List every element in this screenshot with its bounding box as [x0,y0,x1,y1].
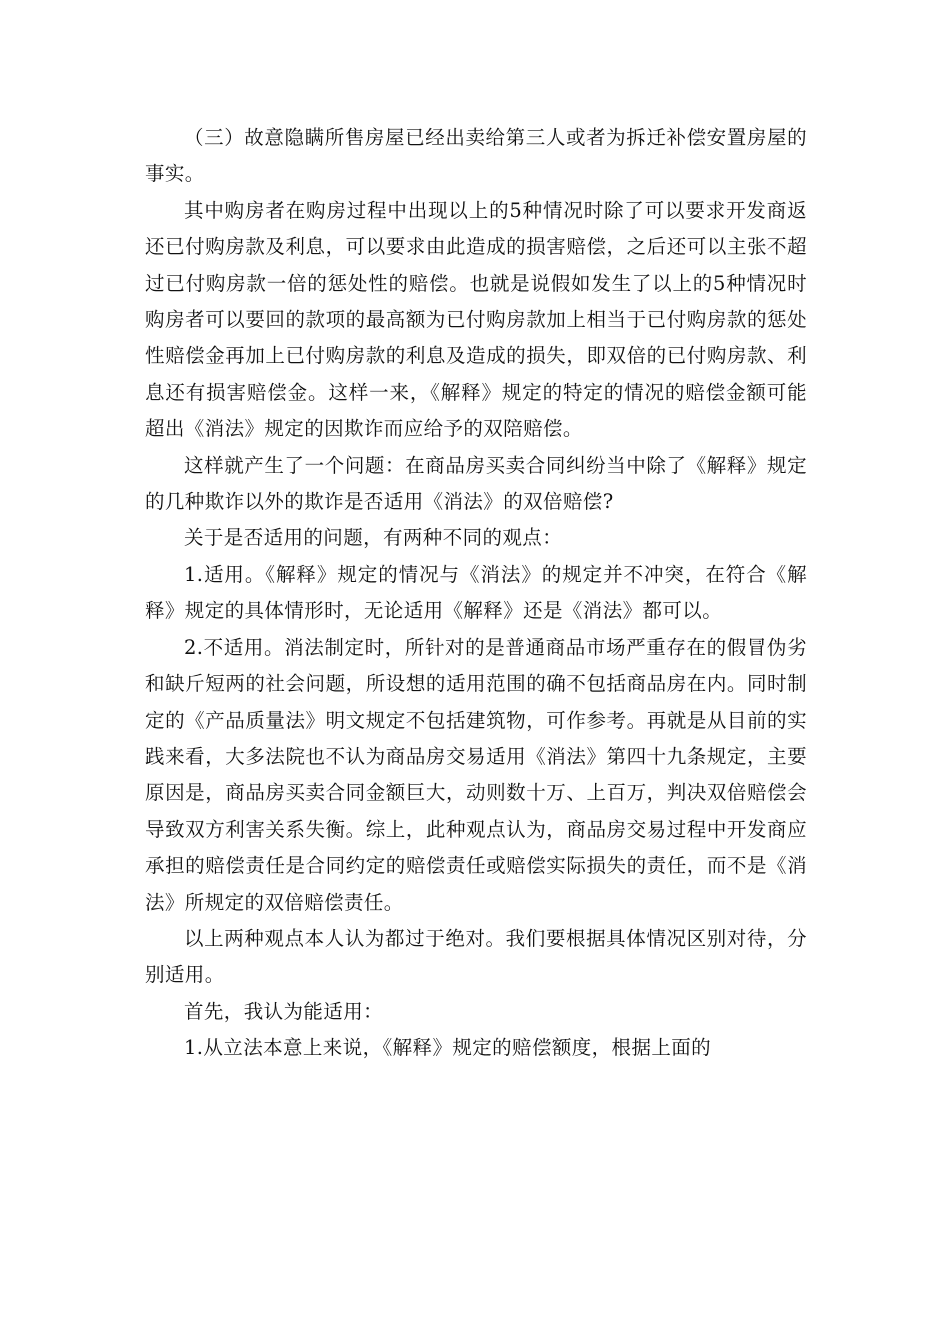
document-body [145,120,807,1067]
paragraph-author-opinion: 以上两种观点本人认为都过于绝对。我们要根据具体情况区别对待，分别适用。 [145,926,807,987]
paragraph-first-point: 首先，我认为能适用： [184,999,384,1023]
paragraph-concealment-clause: （三）故意隐瞒所售房屋已经出卖给第三人或者为拆迁补偿安置房屋的事实。 [145,126,807,186]
paragraph-compensation-explanation: 其中购房者在购房过程中出现以上的5种情况时除了可以要求开发商返还已付购房款及利息，可以要求由此造成的损害赔偿，之后还可以主张不超过已付购房款一倍的惩处性的赔偿。也就是说假如发生了以上的5种情况时购房者可以要回的款项的最高额为已付购房款加上相当于已付购房款的惩处性赔偿金再加上已付购房款的利息及造成的损失，即双倍的已付购房款、利息还有损害赔偿金。这样一来，《解释》规定的特定的情况的赔偿金额可能超出《消法》规定的因欺诈而应给予的双陪赔偿。 [145,198,807,441]
paragraph-two-views-intro: 关于是否适用的问题，有两种不同的观点： [184,526,563,550]
paragraph-question: 这样就产生了一个问题：在商品房买卖合同纠纷当中除了《解释》规定的几种欺诈以外的欺诈是否适用《消法》的双倍赔偿? [145,453,807,514]
paragraph-legislative-intent: 1.从立法本意上来说，《解释》规定的赔偿额度，根据上面的 [184,1036,712,1060]
paragraph-view-applicable: 1.适用。《解释》规定的情况与《消法》的规定并不冲突，在符合《解释》规定的具体情形时，无论适用《解释》还是《消法》都可以。 [145,562,807,623]
paragraph-view-not-applicable: 2.不适用。消法制定时，所针对的是普通商品市场严重存在的假冒伪劣和缺斤短两的社会问题，所设想的适用范围的确不包括商品房在内。同时制定的《产品质量法》明文规定不包括建筑物，可作参考。再就是从目前的实践来看，大多法院也不认为商品房交易适用《消法》第四十九条规定，主要原因是，商品房买卖合同金额巨大，动则数十万、上百万，判决双倍赔偿会导致双方利害关系失衡。综上，此种观点认为，商品房交易过程中开发商应承担的赔偿责任是合同约定的赔偿责任或赔偿实际损失的责任，而不是《消法》所规定的双倍赔偿责任。 [145,635,807,914]
